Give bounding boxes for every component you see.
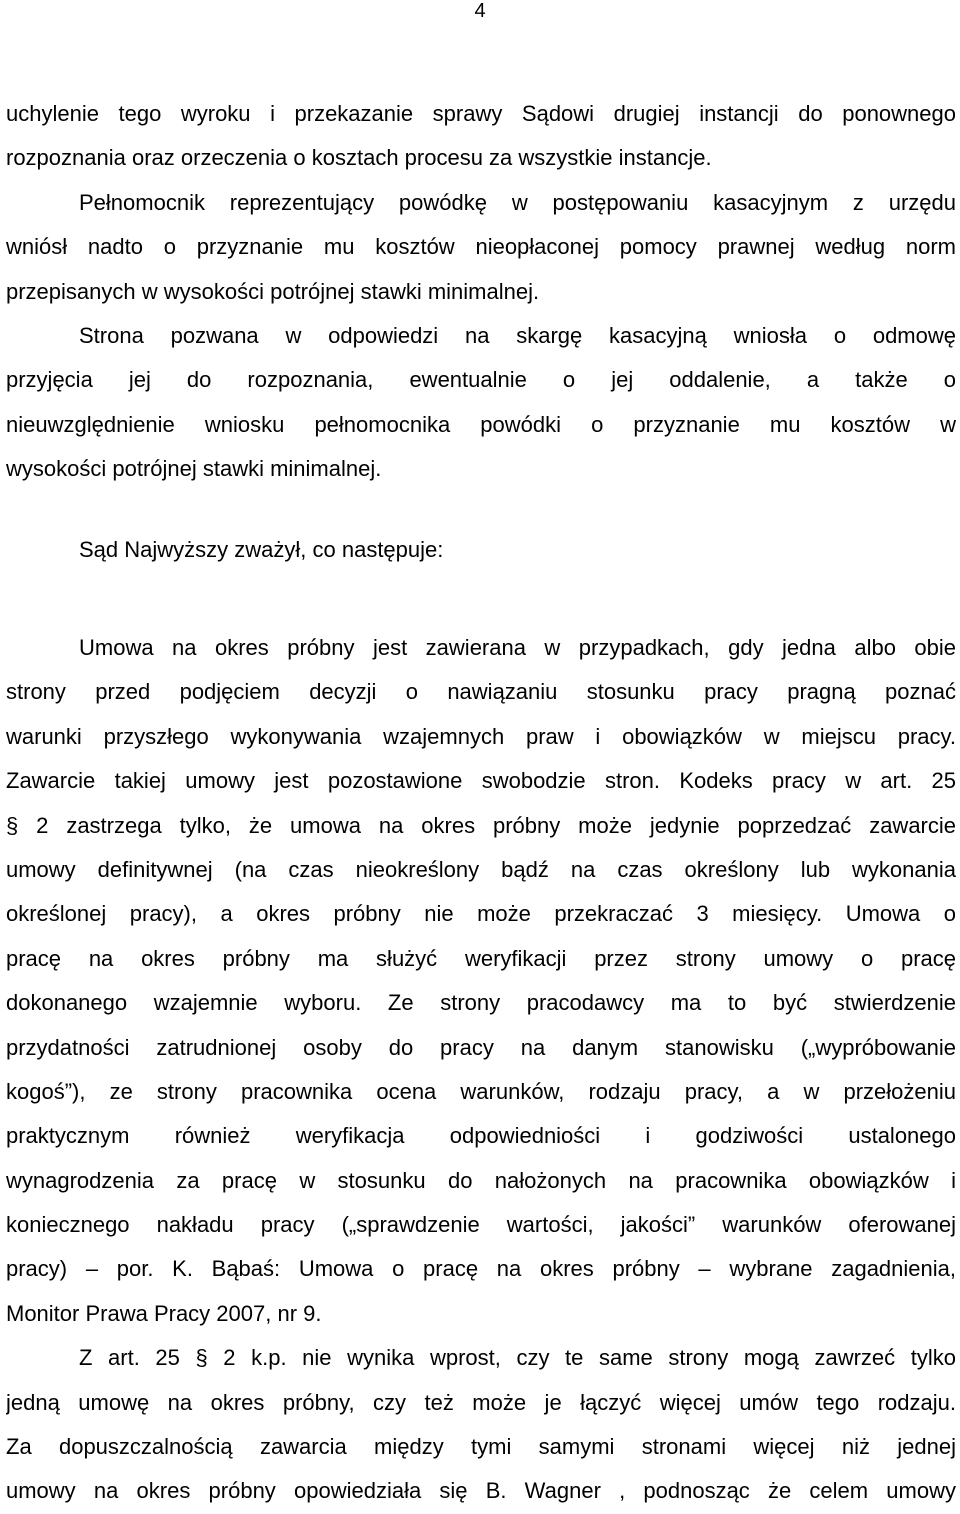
text-line: przyjęcia jej do rozpoznania, ewentualnie o jej oddalenie, a także o (6, 367, 956, 393)
text-line: praktycznym również weryfikacja odpowiedniości i godziwości ustalonego (6, 1123, 956, 1149)
text-line: wniósł nadto o przyznanie mu kosztów nieopłaconej pomocy prawnej według norm (6, 234, 956, 260)
page-number: 4 (474, 0, 486, 22)
text-line: Za dopuszczalnością zawarcia między tymi samymi stronami więcej niż jednej (6, 1434, 956, 1460)
text-line: wysokości potrójnej stawki minimalnej. (6, 456, 382, 482)
text-line: dokonanego wzajemnie wyboru. Ze strony pracodawcy ma to być stwierdzenie (6, 990, 956, 1016)
text-line: określonej pracy), a okres próbny nie może przekraczać 3 miesięcy. Umowa o (6, 901, 956, 927)
section-heading: Sąd Najwyższy zważył, co następuje: (79, 537, 444, 562)
text-block-reasoning (6, 626, 956, 1514)
text-line: strony przed podjęciem decyzji o nawiązaniu stosunku pracy pragną poznać (6, 679, 956, 705)
text-line: jedną umowę na okres próbny, czy też może je łączyć więcej umów tego rodzaju. (6, 1389, 956, 1415)
section-heading-block (6, 528, 956, 572)
text-line: pracę na okres próbny ma służyć weryfikacji przez strony umowy o pracę (6, 945, 956, 971)
text-line: Zawarcie takiej umowy jest pozostawione swobodzie stron. Kodeks pracy w art. 25 (6, 768, 956, 794)
text-line: przepisanych w wysokości potrójnej stawki minimalnej. (6, 278, 540, 304)
text-line: rozpoznania oraz orzeczenia o kosztach procesu za wszystkie instancje. (6, 145, 712, 171)
text-line: umowy na okres próbny opowiedziała się B. Wagner , podnosząc że celem umowy (6, 1478, 956, 1504)
text-line: § 2 zastrzega tylko, że umowa na okres próbny może jedynie poprzedzać zawarcie (6, 812, 956, 838)
text-line: nieuwzględnienie wniosku pełnomocnika powódki o przyznanie mu kosztów w (6, 411, 956, 437)
text-block-proceedings (6, 92, 956, 492)
text-line: Z art. 25 § 2 k.p. nie wynika wprost, czy te same strony mogą zawrzeć tylko (79, 1345, 956, 1371)
text-line: Umowa na okres próbny jest zawierana w przypadkach, gdy jedna albo obie (79, 635, 956, 660)
text-line: Pełnomocnik reprezentujący powódkę w postępowaniu kasacyjnym z urzędu (79, 189, 956, 215)
text-line: koniecznego nakładu pracy („sprawdzenie wartości, jakości” warunków oferowanej (6, 1212, 956, 1238)
text-line: Strona pozwana w odpowiedzi na skargę kasacyjną wniosła o odmowę (79, 322, 956, 348)
text-line: Monitor Prawa Pracy 2007, nr 9. (6, 1300, 322, 1326)
text-line: umowy definitywnej (na czas nieokreślony bądź na czas określony lub wykonania (6, 856, 956, 882)
text-line: przydatności zatrudnionej osoby do pracy na danym stanowisku („wypróbowanie (6, 1034, 956, 1060)
text-line: warunki przyszłego wykonywania wzajemnych praw i obowiązków w miejscu pracy. (6, 723, 956, 749)
text-line: wynagrodzenia za pracę w stosunku do nałożonych na pracownika obowiązków i (6, 1167, 956, 1193)
text-line: kogoś”), ze strony pracownika ocena warunków, rodzaju pracy, a w przełożeniu (6, 1078, 956, 1104)
text-line: pracy) – por. K. Bąbaś: Umowa o pracę na okres próbny – wybrane zagadnienia, (6, 1256, 956, 1282)
text-line: uchylenie tego wyroku i przekazanie sprawy Sądowi drugiej instancji do ponownego (6, 101, 956, 126)
